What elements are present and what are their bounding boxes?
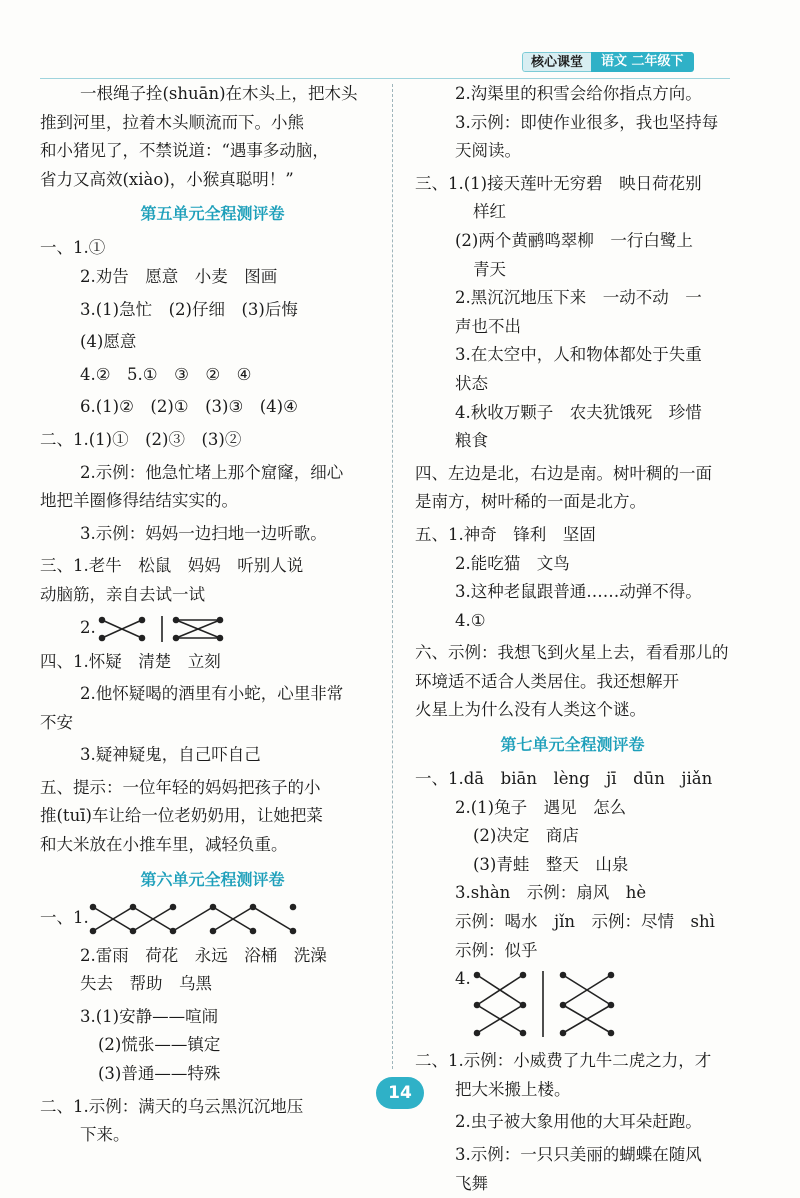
text-line: 4.② 5.① ③ ② ④ [80, 364, 252, 384]
text-line: 一、1.① [40, 238, 106, 258]
text-line: 4.① [455, 610, 486, 630]
matching-lines-diagram [471, 967, 621, 1041]
text-line: 3.示例：妈妈一边扫地一边听歌。 [80, 523, 327, 543]
text-line: 省力又高效(xiào)，小猴真聪明！” [40, 169, 294, 189]
text-line: 三、1.老牛 松鼠 妈妈 听别人说 [40, 556, 304, 576]
text-line: 4.秋收万颗子 农夫犹饿死 珍惜 [455, 402, 702, 422]
text-line: 声也不出 [455, 316, 521, 336]
text-line: 2.(1)兔子 遇见 怎么 [455, 797, 627, 817]
text-line: 不安 [40, 712, 73, 732]
text-line: 2.黑沉沉地压下来 一动不动 一 [455, 288, 702, 308]
text-line: 环境适不适合人类居住。我还想解开 [415, 671, 679, 691]
header-rule [40, 78, 730, 79]
item-label: 4. [455, 969, 471, 989]
item-label: 2. [80, 618, 96, 638]
text-line: 五、提示：一位年轻的妈妈把孩子的小 [40, 777, 321, 797]
text-line: 示例：喝水 jǐn 示例：尽情 shì [455, 912, 715, 932]
text-line: 2.沟渠里的积雪会给你指点方向。 [455, 84, 702, 103]
text-line: (4)愿意 [80, 332, 137, 352]
unit5-title: 第五单元全程测评卷 [140, 204, 285, 224]
subject-grade-label: 语文 二年级下 [591, 52, 694, 72]
book-badge [522, 52, 694, 72]
text-line: 2.劝告 愿意 小麦 图画 [80, 266, 278, 286]
text-line: 青天 [473, 259, 506, 279]
text-line: 四、1.怀疑 清楚 立刻 [40, 651, 221, 671]
text-line: 下来。 [80, 1125, 130, 1145]
text-line: 6.(1)② (2)① (3)③ (4)④ [80, 397, 298, 417]
text-line: 粮食 [455, 431, 488, 451]
unit6-title: 第六单元全程测评卷 [140, 869, 285, 889]
text-line: 3.这种老鼠跟普通……动弹不得。 [455, 582, 702, 602]
matching-figure [40, 610, 385, 648]
matching-figure [415, 965, 730, 1043]
text-line: 2.他怀疑喝的酒里有小蛇，心里非常 [80, 684, 344, 704]
text-line: 3.在太空中，人和物体都处于失重 [455, 345, 702, 365]
matching-lines-diagram [96, 614, 236, 644]
text-line: 火星上为什么没有人类这个谜。 [415, 700, 646, 720]
text-line: (3)普通——特殊 [98, 1064, 221, 1084]
text-line: 3.示例：即使作业很多，我也坚持每 [455, 112, 719, 132]
text-line: 二、1.示例：小威费了九牛二虎之力，才 [415, 1051, 712, 1071]
text-line: 2.示例：他急忙堵上那个窟窿，细心 [80, 462, 344, 482]
text-line: 推到河里，拉着木头顺流而下。小熊 [40, 112, 304, 132]
text-line: 示例：似乎 [455, 940, 538, 960]
matching-lines-diagram [89, 903, 299, 935]
text-line: 2.能吃猫 文鸟 [455, 553, 570, 573]
text-line: 状态 [455, 373, 488, 393]
text-line: (2)两个黄鹂鸣翠柳 一行白鹭上 [455, 230, 693, 250]
text-line: 失去 帮助 乌黑 [80, 974, 212, 994]
text-line: 和小猪见了，不禁说道：“遇事多动脑， [40, 141, 329, 161]
text-line: (2)慌张——镇定 [98, 1035, 221, 1055]
text-line: 二、1.(1)① (2)③ (3)② [40, 429, 242, 449]
text-line: 是南方，树叶稀的一面是北方。 [415, 492, 646, 512]
text-line: 三、1.(1)接天莲叶无穷碧 映日荷花别 [415, 173, 702, 193]
text-line: 五、1.神奇 锋利 坚固 [415, 524, 596, 544]
text-line: 一、1.dā biān lèng jī dūn jiǎn [415, 769, 713, 789]
text-line: 六、示例：我想飞到火星上去，看看那儿的 [415, 643, 729, 663]
text-line: 飞舞 [455, 1173, 488, 1193]
text-line: 天阅读。 [455, 141, 521, 161]
text-line: 和大米放在小推车里，减轻负重。 [40, 835, 288, 855]
text-line: 动脑筋，亲自去试一试 [40, 584, 205, 604]
text-line: 一根绳子拴(shuān)在木头上，把木头 [80, 84, 358, 103]
text-line: 把大米搬上楼。 [455, 1079, 571, 1099]
text-line: 3.疑神疑鬼，自己吓自己 [80, 745, 261, 765]
text-line: 推(tuī)车让给一位老奶奶用，让她把菜 [40, 806, 323, 826]
text-line: 地把羊圈修得结结实实的。 [40, 491, 238, 511]
page-number: 14 [376, 1077, 424, 1109]
column-divider [392, 84, 393, 1069]
text-line: 四、左边是北，右边是南。树叶稠的一面 [415, 463, 712, 483]
text-line: 3.shàn 示例：扇风 hè [455, 883, 647, 903]
item-label: 一、1. [40, 908, 89, 928]
text-line: 3.(1)安静——喧闹 [80, 1006, 219, 1026]
unit7-title: 第七单元全程测评卷 [500, 735, 645, 755]
text-line: 2.雷雨 荷花 永远 浴桶 洗澡 [80, 945, 327, 965]
text-line: (2)决定 商店 [473, 826, 579, 846]
text-line: (3)青蛙 整天 山泉 [473, 854, 629, 874]
text-line: 样红 [473, 202, 506, 222]
left-column [40, 80, 385, 1150]
text-line: 3.示例：一只只美丽的蝴蝶在随风 [455, 1145, 702, 1164]
matching-figure [40, 900, 385, 938]
text-line: 二、1.示例：满天的乌云黑沉沉地压 [40, 1096, 304, 1116]
right-column [415, 80, 730, 1198]
text-line: 3.(1)急忙 (2)仔细 (3)后悔 [80, 299, 298, 319]
series-label: 核心课堂 [522, 52, 591, 72]
text-line: 2.虫子被大象用他的大耳朵赶跑。 [455, 1112, 702, 1132]
